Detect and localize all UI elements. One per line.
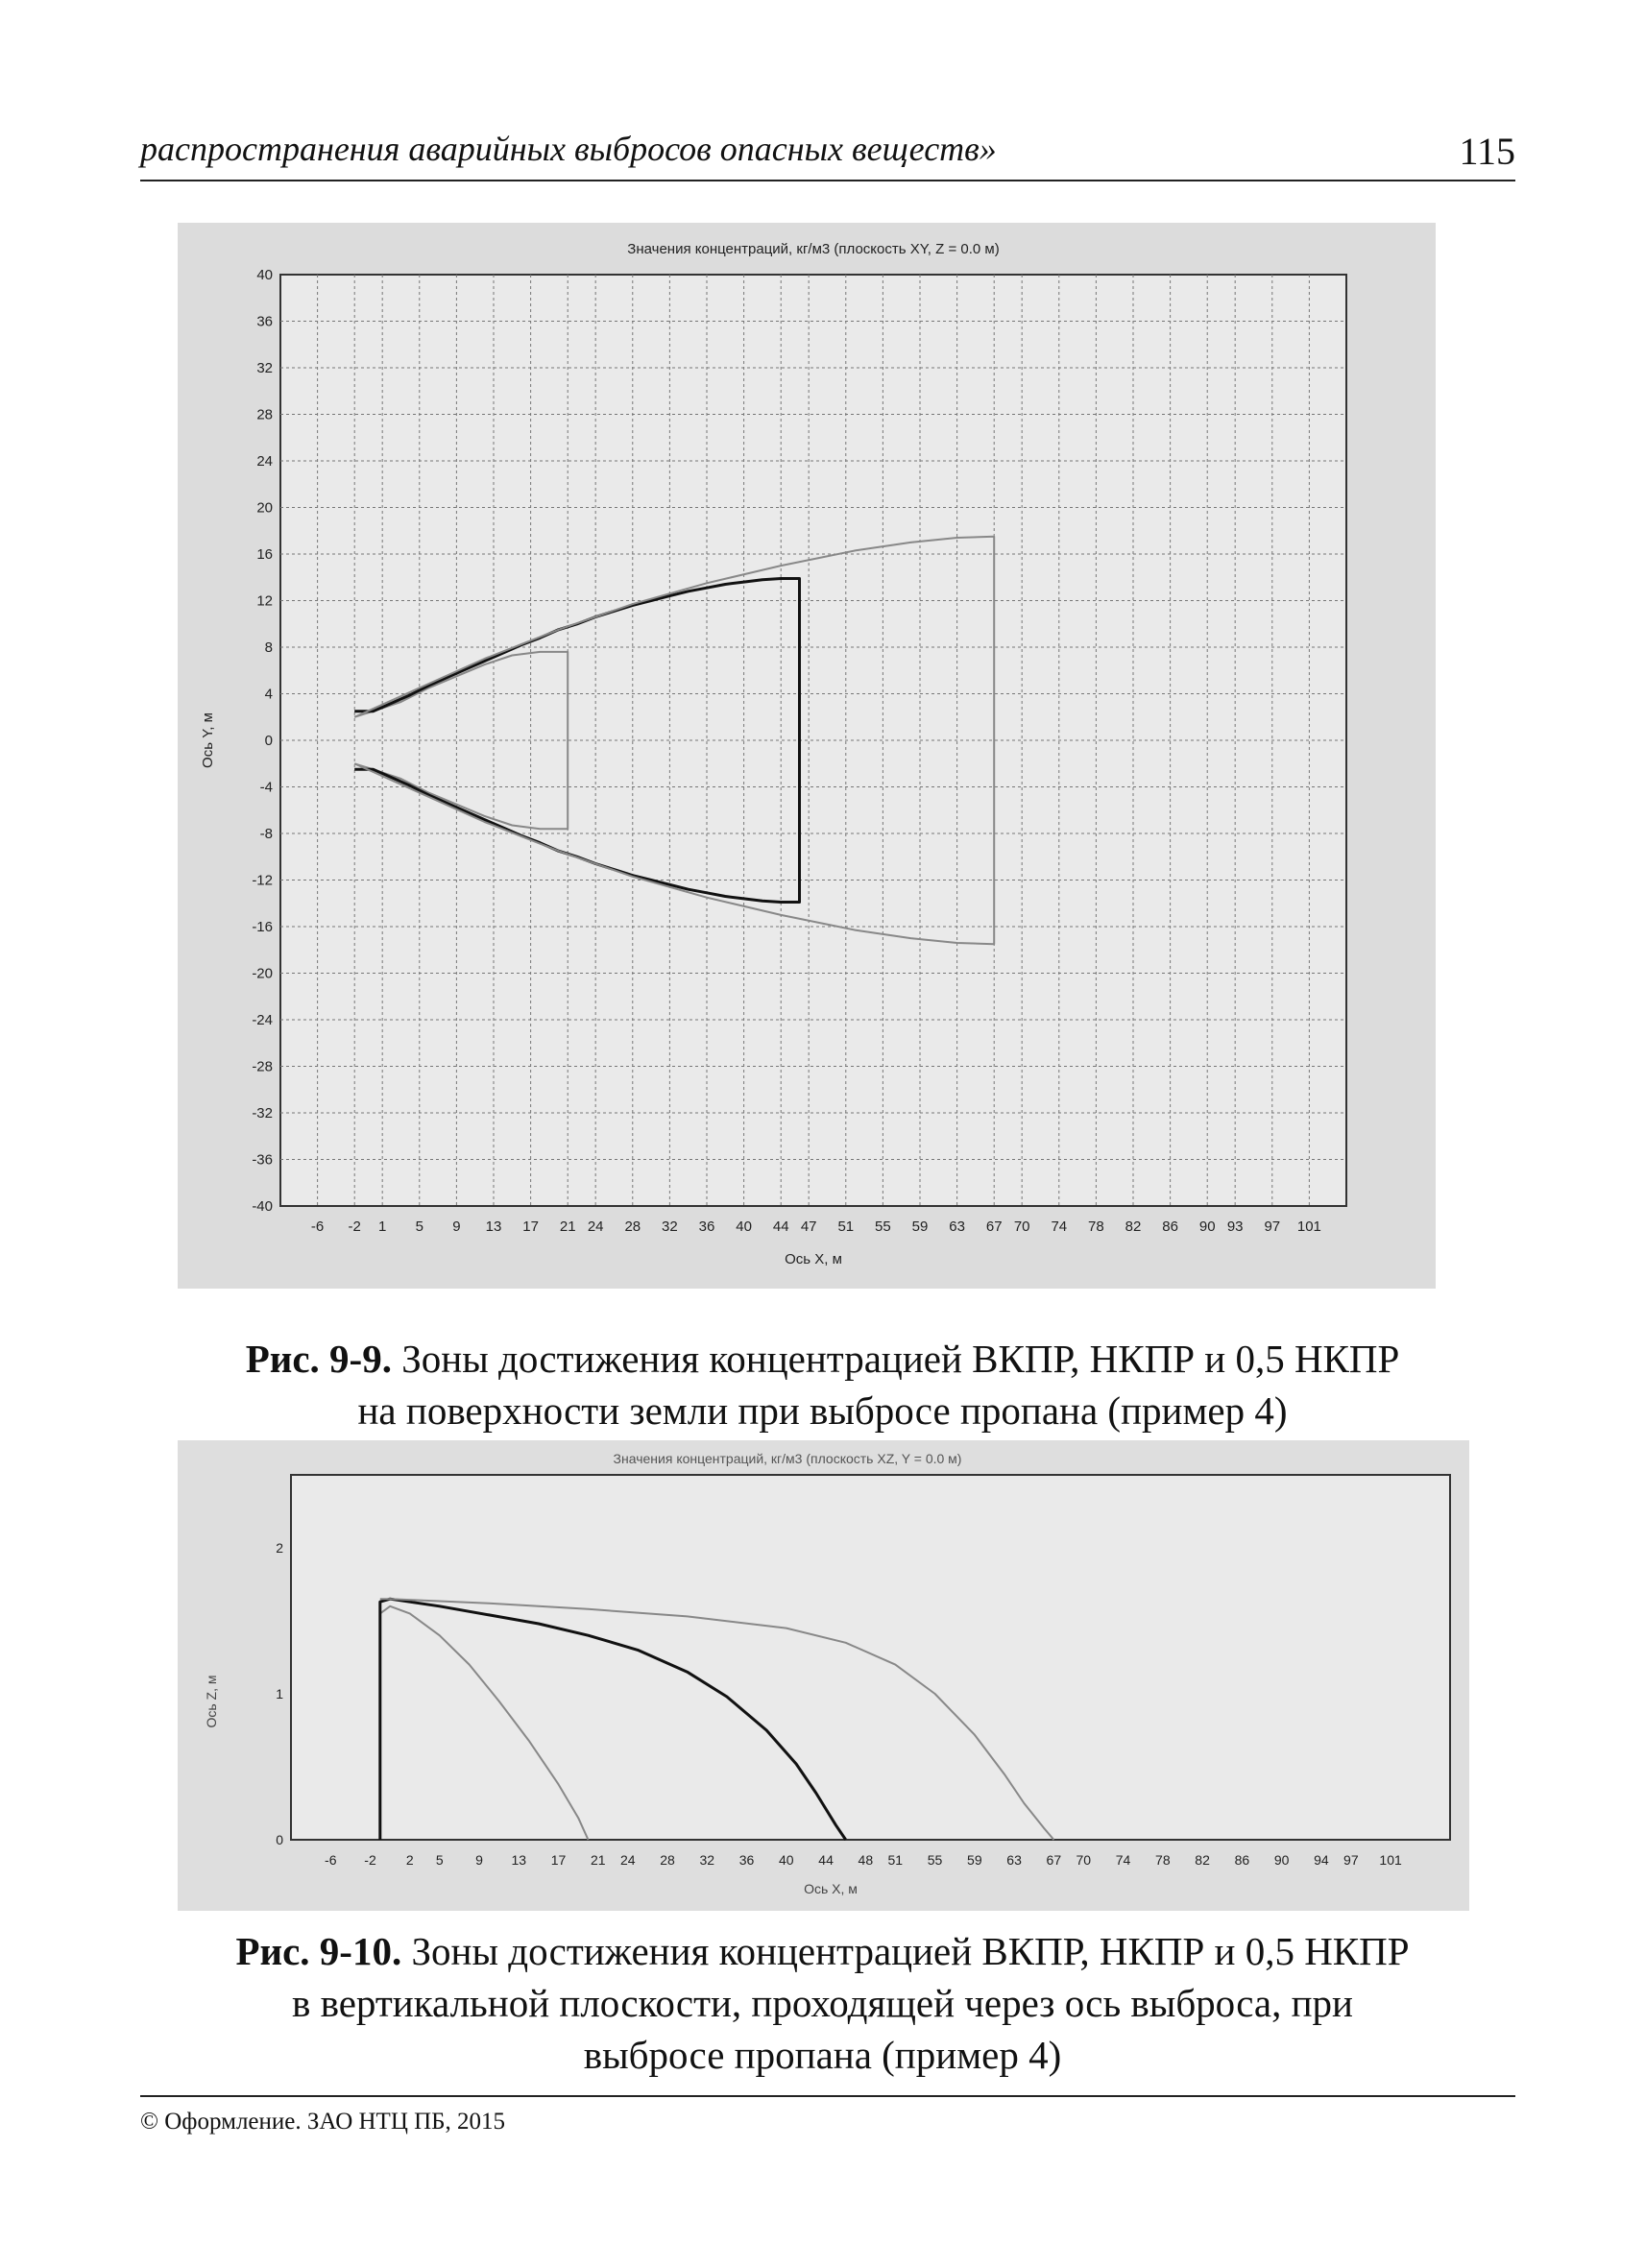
y-tick-label: 24: [256, 453, 273, 470]
y-tick-label: -36: [252, 1151, 273, 1169]
y-tick-label: 20: [256, 499, 273, 517]
x-tick-label: 51: [887, 1852, 904, 1868]
y-tick-label: -40: [252, 1198, 273, 1215]
y-tick-label: 32: [256, 360, 273, 376]
y-tick-label: -12: [252, 872, 273, 889]
y-axis-label: Ось Z, м: [204, 1675, 219, 1728]
x-tick-label: 90: [1198, 1218, 1216, 1235]
x-tick-label: 2: [405, 1852, 414, 1868]
x-tick-label: 55: [927, 1852, 943, 1868]
y-tick-label: -20: [252, 965, 273, 982]
x-tick-label: 36: [738, 1852, 755, 1868]
chart-xz-plane: [178, 1440, 1469, 1911]
x-tick-label: 9: [475, 1852, 483, 1868]
y-tick-label: 4: [264, 686, 273, 703]
figure1-caption-line1: [0, 1333, 1645, 1385]
chart-xy-plane: [178, 223, 1436, 1289]
x-tick-label: -2: [364, 1852, 376, 1868]
x-tick-label: 63: [949, 1218, 965, 1235]
x-tick-label: 86: [1234, 1852, 1250, 1868]
x-tick-label: 32: [662, 1218, 678, 1235]
x-tick-label: 28: [624, 1218, 641, 1235]
x-tick-label: 21: [559, 1218, 576, 1235]
y-tick-label: -16: [252, 919, 273, 935]
x-tick-label: 59: [911, 1218, 929, 1235]
figure2-caption-text: Зоны достижения концентрацией ВКПР, НКПР и 0,5 НКПР: [401, 1929, 1410, 1973]
footer-text: © Оформление. ЗАО НТЦ ПБ, 2015: [140, 2109, 506, 2135]
x-tick-label: 36: [698, 1218, 715, 1235]
y-tick-label: 12: [256, 592, 273, 610]
y-tick-label: 40: [256, 267, 273, 283]
x-tick-label: 90: [1273, 1852, 1290, 1868]
x-axis-label: Ось X, м: [785, 1251, 842, 1267]
x-axis-label: Ось X, м: [804, 1881, 858, 1896]
y-tick-label: 2: [276, 1540, 283, 1556]
x-tick-label: 78: [1088, 1218, 1104, 1235]
x-tick-label: 13: [511, 1852, 527, 1868]
x-tick-label: 40: [736, 1218, 752, 1235]
x-tick-label: 101: [1379, 1852, 1402, 1868]
footer-rule: [140, 2095, 1515, 2097]
x-tick-label: 1: [378, 1218, 387, 1235]
x-tick-label: 44: [818, 1852, 834, 1868]
figure2-caption-line2: в вертикальной плоскости, проходящей через ось выброса, при: [292, 1981, 1353, 2025]
x-tick-label: 67: [985, 1218, 1003, 1235]
header-title: распространения аварийных выбросов опасных веществ»: [140, 130, 997, 168]
y-tick-label: 0: [276, 1832, 283, 1847]
x-tick-label: 82: [1195, 1852, 1210, 1868]
page-number: 115: [1459, 130, 1515, 173]
x-tick-label: 40: [779, 1852, 794, 1868]
x-tick-label: 24: [619, 1852, 636, 1868]
x-tick-label: 67: [1046, 1852, 1062, 1868]
x-tick-label: -6: [310, 1218, 325, 1235]
x-tick-label: 93: [1226, 1218, 1244, 1235]
x-tick-label: 63: [1006, 1852, 1022, 1868]
x-tick-label: 97: [1264, 1218, 1281, 1235]
x-tick-label: 24: [587, 1218, 604, 1235]
x-tick-label: 55: [875, 1218, 891, 1235]
x-tick-label: 21: [591, 1852, 606, 1868]
x-tick-label: 51: [837, 1218, 855, 1235]
y-tick-label: 1: [276, 1686, 283, 1701]
x-tick-label: 47: [800, 1218, 817, 1235]
x-tick-label: 13: [485, 1218, 502, 1235]
x-tick-label: 5: [415, 1218, 423, 1235]
figure2-caption-label: Рис. 9-10.: [235, 1929, 402, 1973]
x-tick-label: 97: [1343, 1852, 1359, 1868]
header-rule: [140, 180, 1515, 181]
chart-title: Значения концентраций, кг/м3 (плоскость XZ, Y = 0.0 м): [613, 1451, 962, 1466]
y-tick-label: -24: [252, 1012, 273, 1028]
x-tick-label: -2: [348, 1218, 361, 1235]
x-tick-label: 78: [1155, 1852, 1171, 1868]
x-tick-label: 5: [435, 1852, 444, 1868]
figure1-caption-line2: на поверхности земли при выбросе пропана (пример 4): [357, 1388, 1288, 1433]
y-tick-label: -4: [259, 779, 273, 796]
x-tick-label: 74: [1051, 1218, 1068, 1235]
chart-title: Значения концентраций, кг/м3 (плоскость XY, Z = 0.0 м): [627, 241, 1000, 257]
x-tick-label: 17: [522, 1218, 539, 1235]
y-axis-label: Ось Y, м: [200, 712, 216, 768]
x-tick-label: 48: [858, 1852, 874, 1868]
figure2-caption-line1: [0, 1925, 1645, 1977]
x-tick-label: 9: [452, 1218, 461, 1235]
y-tick-label: -32: [252, 1105, 273, 1122]
figure2-caption-line3: выбросе пропана (пример 4): [583, 2033, 1062, 2077]
y-tick-label: 36: [256, 313, 273, 330]
y-tick-label: 0: [264, 733, 273, 749]
y-tick-label: 8: [264, 639, 273, 656]
figure1-caption-label: Рис. 9-9.: [245, 1337, 392, 1381]
x-tick-label: 86: [1162, 1218, 1178, 1235]
plot-area: [291, 1475, 1450, 1840]
x-tick-label: -6: [325, 1852, 337, 1868]
x-tick-label: 82: [1125, 1218, 1142, 1235]
x-tick-label: 17: [550, 1852, 567, 1868]
x-tick-label: 44: [772, 1218, 789, 1235]
x-tick-label: 32: [699, 1852, 715, 1868]
x-tick-label: 70: [1013, 1218, 1030, 1235]
y-tick-label: -28: [252, 1058, 273, 1075]
y-tick-label: 28: [256, 406, 273, 423]
x-tick-label: 94: [1314, 1852, 1329, 1868]
x-tick-label: 28: [660, 1852, 675, 1868]
x-tick-label: 101: [1296, 1218, 1321, 1235]
y-tick-label: -8: [259, 826, 273, 842]
x-tick-label: 70: [1076, 1852, 1092, 1868]
y-tick-label: 16: [256, 546, 273, 563]
figure1-caption-text: Зоны достижения концентрацией ВКПР, НКПР и 0,5 НКПР: [391, 1337, 1400, 1381]
x-tick-label: 74: [1115, 1852, 1131, 1868]
x-tick-label: 59: [967, 1852, 982, 1868]
